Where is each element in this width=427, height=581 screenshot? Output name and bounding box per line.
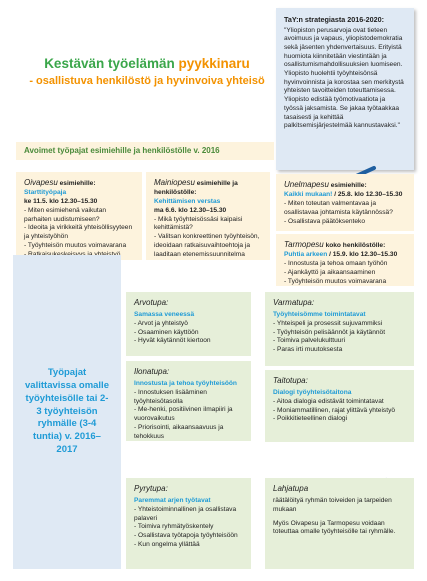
- pyrytupa-box: [126, 478, 251, 569]
- lahjatupa-text-1: räätälöityä ryhmän toiveiden ja tarpeiden mukaan: [273, 496, 392, 513]
- list-item: - Arvot ja yhteistyö: [134, 319, 188, 327]
- tarmopesu-workshop: Puhtia arkeen: [284, 250, 328, 258]
- mainiopesu-name: Mainiopesu: [154, 178, 195, 187]
- list-item: - Kun ongelma yllättää: [134, 541, 200, 549]
- list-item: - Toimiva palvelukulttuuri: [273, 337, 346, 345]
- lahjatupa-box: [265, 478, 414, 569]
- ilonatupa-name: Ilonatupa:: [134, 367, 170, 376]
- oivapesu-for: esimiehille:: [57, 180, 96, 187]
- oivapesu-date: ke 11.5. klo 12.30–15.30: [24, 197, 98, 205]
- list-item: - Poikkitieteellinen dialogi: [273, 415, 348, 423]
- unelmapesu-workshop: Kaikki mukaan!: [284, 190, 333, 198]
- list-item: - Yhteispeli ja prosessit sujuvammiksi: [273, 319, 383, 327]
- arvotupa-name: Arvotupa:: [134, 298, 169, 307]
- tarmopesu-date: / 15.9. klo 12.30–15.30: [327, 250, 398, 258]
- list-item: - Työyhteisön pelisäännöt ja käytännöt: [273, 328, 386, 336]
- unelmapesu-date: / 25.8. klo 12.30–15.30: [332, 190, 403, 198]
- lahjatupa-name: Lahjatupa: [273, 484, 309, 493]
- tarmopesu-for: koko henkilöstölle:: [323, 242, 386, 249]
- lahjatupa-text-2: Myös Oivapesu ja Tarmopesu voidaan toteuttaa omalle työyhteisölle tai ryhmälle.: [273, 519, 396, 536]
- unelmapesu-box: [276, 174, 414, 231]
- workshops-heading: Avoimet työpajat esimiehille ja henkilöstölle v. 2016: [16, 142, 274, 160]
- list-item: - Ajankäyttö ja aikaansaaminen: [284, 268, 376, 276]
- list-item: - Osallistava päätöksenteko: [284, 217, 365, 225]
- list-item: - Työyhteisön muutos voimavarana: [284, 277, 387, 285]
- ilonatupa-box: [126, 361, 251, 441]
- strategy-heading: TaY:n strategiasta 2016-2020:: [284, 15, 385, 24]
- mainiopesu-workshop: Kehittämisen verstas: [154, 197, 221, 205]
- list-item: - Toimiva ryhmätyöskentely: [134, 523, 214, 531]
- list-item: - Ideoita ja virikkeitä yhteisöllisyyteen ja yhteistyöhön: [24, 224, 133, 241]
- taitotupa-box: [265, 370, 414, 442]
- title-part-2: työelämän: [107, 56, 179, 71]
- title-part-1: Kestävän: [44, 56, 108, 71]
- mainiopesu-date: ma 6.6. klo 12.30–15.30: [154, 206, 227, 214]
- tailored-workshops-box: [13, 255, 121, 569]
- oivapesu-name: Oivapesu: [24, 178, 58, 187]
- strategy-quote-box: [276, 8, 414, 170]
- varmatupa-box: [265, 292, 414, 366]
- list-item: - Moniammatillinen, rajat ylittävä yhteistyö: [273, 406, 396, 414]
- list-item: - Mikä työyhteisössäsi kaipaisi kehittämistä?: [154, 215, 243, 232]
- list-item: - Osallistava työtapoja työyhteisöön: [134, 532, 238, 540]
- unelmapesu-for: esimiehille:: [328, 182, 367, 189]
- list-item: - Yhteistoiminnallinen ja osallistava palaveri: [134, 505, 237, 522]
- list-item: - Paras irti muutoksesta: [273, 346, 343, 354]
- list-item: - Innostuksen lisääminen työyhteisötasolla: [134, 388, 207, 405]
- taitotupa-workshop: Dialogi työyhteisötaitona: [273, 388, 352, 396]
- list-item: - Valitsan konkreettinen työyhteisön, ideoidaan ratkaisuvaihtoehtoja ja laaditaan etenemissuunnitelma: [154, 233, 260, 259]
- mainiopesu-box: [146, 172, 270, 260]
- pyrytupa-workshop: Paremmat arjen työtavat: [134, 496, 211, 504]
- tailored-workshops-text: Työpajat valittavissa omalle työyhteisölle tai 2-3 työyhteisön ryhmälle (3-4 tuntia) v. 2016–2017: [25, 367, 109, 456]
- list-item: - Aitoa dialogia edistävät toimintatavat: [273, 397, 384, 405]
- list-item: - Me-henki, positiivinen ilmapiiri ja vuorovaikutus: [134, 406, 233, 423]
- unelmapesu-name: Unelmapesu: [284, 180, 329, 189]
- pyrytupa-name: Pyrytupa:: [134, 484, 168, 493]
- poster-subtitle: - osallistuva henkilöstö ja hyvinvoiva yhteisö: [29, 74, 265, 87]
- mainiopesu-for: esimiehille ja henkilöstölle:: [154, 180, 238, 196]
- list-item: - Miten toteutan valmentavaa ja osallistavaa johtamista käytännössä?: [284, 199, 393, 216]
- list-item: - Hyvät käytännöt kiertoon: [134, 337, 211, 345]
- list-item: - Innostusta ja tehoa omaan työhön: [284, 259, 388, 267]
- varmatupa-workshop: Työyhteisömme toimintatavat: [273, 310, 366, 318]
- list-item: - Osaaminen käyttöön: [134, 328, 199, 336]
- oivapesu-workshop: Starttityöpaja: [24, 188, 67, 196]
- title-part-3: pyykkinaru: [178, 56, 250, 71]
- list-item: - Työyhteisön muutos voimavarana: [24, 242, 127, 250]
- list-item: - Priorisointi, aikaansaavuus ja tehokkuus: [134, 424, 224, 441]
- ilonatupa-workshop: Innostusta ja tehoa työyhteisöön: [134, 379, 237, 387]
- poster-title: [22, 56, 272, 87]
- arvotupa-workshop: Samassa veneessä: [134, 310, 195, 318]
- tarmopesu-name: Tarmopesu: [284, 240, 324, 249]
- varmatupa-name: Varmatupa:: [273, 298, 315, 307]
- taitotupa-name: Taitotupa:: [273, 376, 308, 385]
- oivapesu-box: [16, 172, 142, 260]
- list-item: - Miten esimiehenä vaikutan parhaiten uudistumiseen?: [24, 206, 107, 223]
- tarmopesu-box: [276, 234, 414, 286]
- strategy-body: "Yliopiston perusarvoja ovat tieteen avoimuus ja vapaus, yliopistodemokratia sekä jäsenten yhdenvertaisuus. Erityistä huomiota kiinnitetään viestintään ja osallistumismahdollisuuksien luomiseen. Yliopisto huolehtii työyhteisönsä hyvinvoinnista ja korostaa sen merkitystä yhteisten tavoitteiden toteuttamisessa. Yliopisto edistää työmotivaatiota ja työssä jaksamista. Se jakaa työtaakkaa tasaisesti ja kehittää palkitsemisjärjestelmää kannustavaksi.": [284, 26, 404, 130]
- arvotupa-box: [126, 292, 251, 356]
